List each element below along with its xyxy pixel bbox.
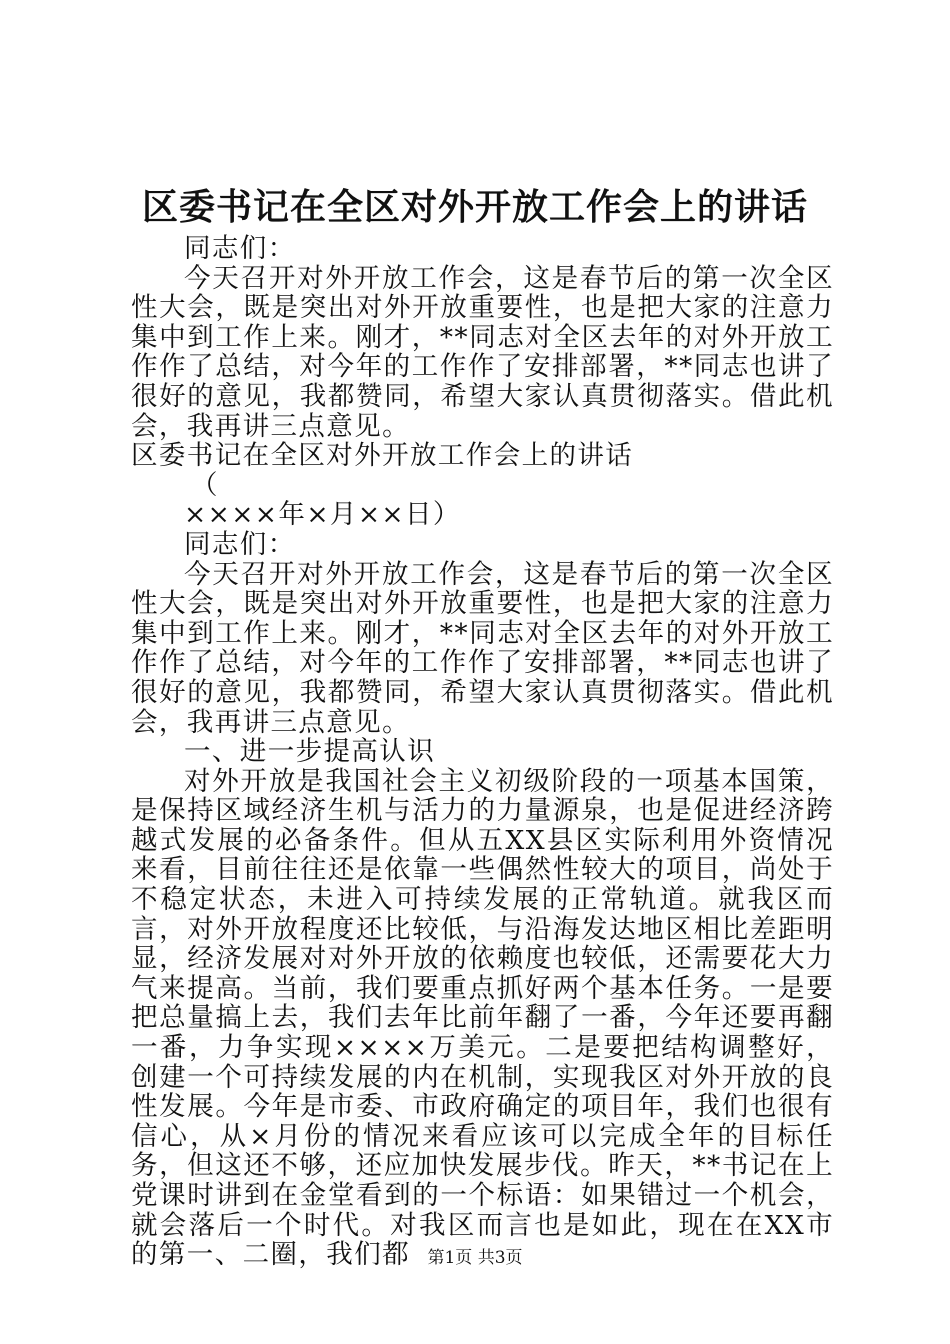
paragraph-opening-2: 今天召开对外开放工作会，这是春节后的第一次全区性大会，既是突出对外开放重要性，也是把大家的注意力集中到工作上来。刚才，**同志对全区去年的对外开放工作作了总结，对今年的工作作了安排部署，**同志也讲了很好的意见，我都赞同，希望大家认真贯彻落实。借此机会，我再讲三点意见。 (131, 558, 834, 738)
paragraph-salutation-2: 同志们： (184, 528, 296, 560)
paragraph-date-open: （ (191, 469, 219, 501)
document-title: 区委书记在全区对外开放工作会上的讲话 (141, 186, 808, 228)
document-body (131, 234, 834, 1270)
paragraph-opening: 今天召开对外开放工作会，这是春节后的第一次全区性大会，既是突出对外开放重要性，也是把大家的注意力集中到工作上来。刚才，**同志对全区去年的对外开放工作作了总结，对今年的工作作了安排部署，**同志也讲了很好的意见，我都赞同，希望大家认真贯彻落实。借此机会，我再讲三点意见。 (131, 262, 834, 442)
paragraph-salutation: 同志们： (184, 233, 296, 264)
paragraph-repeated-title: 区委书记在全区对外开放工作会上的讲话 (131, 440, 634, 472)
page-footer: 第1页 共3页 (427, 1248, 523, 1268)
paragraph-section-1: 对外开放是我国社会主义初级阶段的一项基本国策，是保持区域经济生机与活力的力量源泉，也是促进经济跨越式发展的必备条件。但从五XX县区实际利用外资情况来看，目前往往还是依靠一些偶然性较大的项目，尚处于不稳定状态，未进入可持续发展的正常轨道。就我区而言，对外开放程度还比较低，与沿海发达地区相比差距明显，经济发展对对外开放的依赖度也较低，还需要花大力气来提高。当前，我们要重点抓好两个基本任务。一是要把总量搞上去，我们去年比前年翻了一番，今年还要再翻一番，力争实现××××万美元。二是要把结构调整好，创建一个可持续发展的内在机制，实现我区对外开放的良性发展。今年是市委、市政府确定的项目年，我们也很有信心，从×月份的情况来看应该可以完成全年的目标任务，但这还不够，还应加快发展步伐。昨天，**书记在上党课时讲到在金堂看到的一个标语：如果错过一个机会，就会落后一个时代。对我区而言也是如此，现在在XX市的第一、二圈，我们都 (131, 765, 834, 1271)
section-heading-1: 一、进一步提高认识 (184, 736, 436, 768)
paragraph-date: ××××年×月××日） (184, 499, 461, 531)
